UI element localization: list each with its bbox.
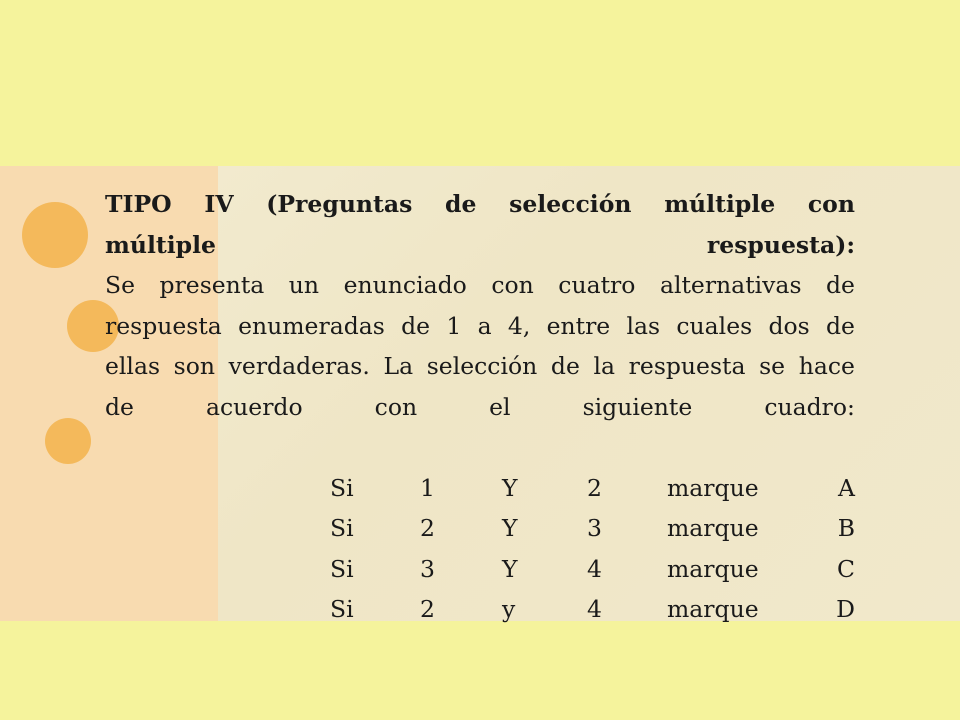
body-word: de bbox=[550, 352, 580, 380]
body-word: selección bbox=[426, 352, 538, 380]
body-word: 4, bbox=[507, 311, 531, 340]
row-conjunction: Y bbox=[502, 514, 518, 542]
body-line-4 bbox=[105, 387, 855, 428]
body-word: acuerdo bbox=[205, 392, 303, 421]
body-word: se bbox=[759, 352, 786, 380]
body-word: de bbox=[401, 311, 431, 340]
row-conjunction: Y bbox=[502, 554, 518, 583]
answer-row bbox=[105, 468, 855, 509]
body-word: presenta bbox=[159, 271, 265, 299]
row-si: Si bbox=[330, 595, 354, 623]
row-second-number: 2 bbox=[587, 473, 602, 502]
row-first-number: 1 bbox=[420, 473, 435, 502]
body-word: con bbox=[491, 271, 534, 299]
body-word: cuadro: bbox=[764, 392, 855, 421]
body-word: son bbox=[173, 352, 215, 380]
body-word: cuales bbox=[676, 311, 753, 340]
body-word: hace bbox=[798, 352, 855, 380]
heading-word: de bbox=[445, 190, 477, 218]
body-word: enunciado bbox=[343, 271, 467, 299]
answer-row bbox=[105, 508, 855, 549]
row-si: Si bbox=[330, 554, 354, 583]
heading-word: TIPO bbox=[105, 190, 172, 218]
body-word: el bbox=[489, 392, 511, 421]
body-word: respuesta bbox=[105, 311, 222, 340]
row-second-number: 4 bbox=[587, 595, 602, 623]
body-word: enumeradas bbox=[238, 311, 385, 340]
row-conjunction: Y bbox=[502, 473, 518, 502]
row-second-number: 3 bbox=[587, 514, 602, 542]
row-answer-letter: B bbox=[837, 514, 855, 542]
heading-word: selección bbox=[509, 190, 632, 218]
row-si: Si bbox=[330, 514, 354, 542]
body-line-3 bbox=[105, 346, 855, 387]
heading-word: IV bbox=[204, 190, 234, 218]
body-word: las bbox=[626, 311, 661, 340]
decor-circle-icon bbox=[22, 202, 88, 268]
body-word: siguiente bbox=[582, 392, 693, 421]
body-word: de bbox=[105, 392, 134, 421]
row-answer-letter: D bbox=[836, 595, 855, 623]
body-word: la bbox=[593, 352, 616, 380]
body-word: de bbox=[826, 311, 855, 340]
row-answer-letter: A bbox=[838, 473, 855, 502]
row-verb: marque bbox=[667, 595, 759, 623]
body-word: La bbox=[383, 352, 414, 380]
body-word: verdaderas. bbox=[228, 352, 370, 380]
answer-table bbox=[105, 468, 855, 630]
body-word: respuesta bbox=[628, 352, 746, 380]
row-conjunction: y bbox=[502, 595, 516, 623]
row-si: Si bbox=[330, 473, 354, 502]
body-word: de bbox=[826, 271, 855, 299]
row-verb: marque bbox=[667, 514, 759, 542]
body-word: alternativas bbox=[659, 271, 802, 299]
heading-word: múltiple bbox=[664, 190, 776, 218]
body-word: un bbox=[288, 271, 320, 299]
answer-row bbox=[105, 549, 855, 590]
answer-row bbox=[105, 589, 855, 630]
heading-line-2 bbox=[105, 225, 855, 266]
body-word: a bbox=[477, 311, 492, 340]
body-word: Se bbox=[105, 271, 136, 299]
body-word: cuatro bbox=[558, 271, 636, 299]
decor-circle-icon bbox=[45, 418, 91, 464]
row-second-number: 4 bbox=[587, 554, 602, 583]
row-verb: marque bbox=[667, 554, 759, 583]
heading-word: con bbox=[807, 190, 855, 218]
heading-word: respuesta): bbox=[706, 230, 855, 259]
body-word: 1 bbox=[446, 311, 462, 340]
row-first-number: 2 bbox=[420, 595, 435, 623]
body-line-1 bbox=[105, 265, 855, 306]
row-first-number: 2 bbox=[420, 514, 435, 542]
body-word: entre bbox=[546, 311, 611, 340]
heading-word: múltiple bbox=[105, 230, 216, 259]
body-line-2 bbox=[105, 306, 855, 347]
body-word: dos bbox=[768, 311, 810, 340]
heading-word: (Preguntas bbox=[266, 190, 413, 218]
body-word: ellas bbox=[105, 352, 161, 380]
heading-line-1 bbox=[105, 184, 855, 225]
slide-text bbox=[105, 184, 855, 630]
row-answer-letter: C bbox=[837, 554, 855, 583]
row-first-number: 3 bbox=[420, 554, 435, 583]
row-verb: marque bbox=[667, 473, 759, 502]
body-word: con bbox=[374, 392, 418, 421]
